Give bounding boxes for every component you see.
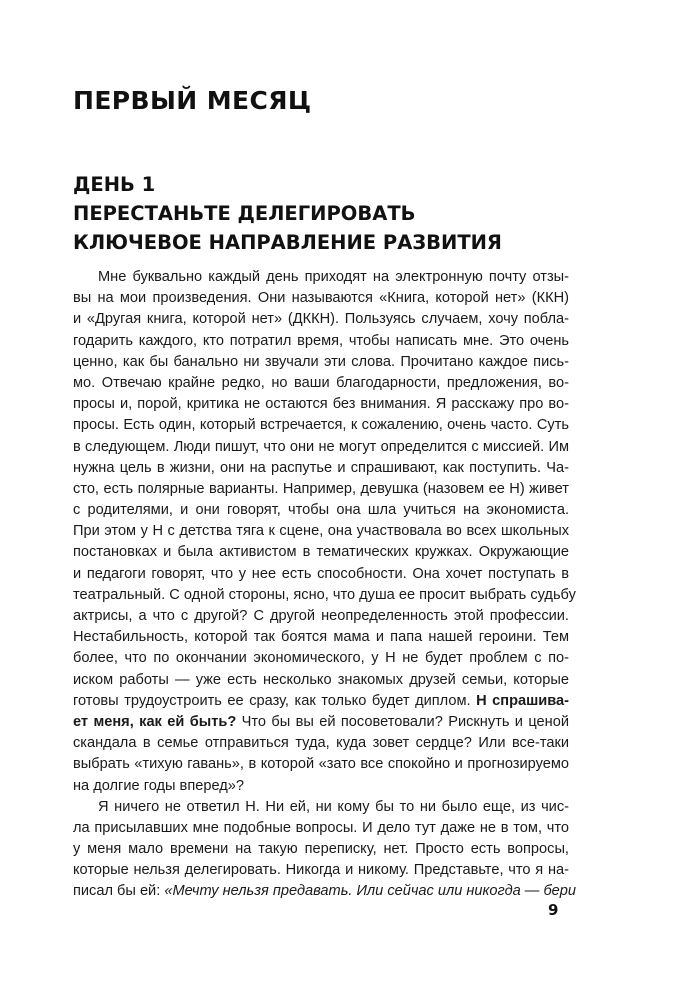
text-line: в следующем. Люди пишут, что они не могут определится с миссией. Им	[73, 438, 569, 455]
text-run: писал бы ей:	[73, 883, 165, 900]
italic-text: «Мечту нельзя предавать. Или сейчас или никогда — бери	[164, 883, 577, 900]
text-line: и «Другая книга, которой нет» (ДККН). Пользуясь случаем, хочу побла-	[73, 311, 569, 328]
text-line: скандала в семье отправиться туда, куда зовет сердце? Или все-таки	[73, 735, 569, 752]
text-line: театральный. С одной стороны, ясно, что душа ее просит выбрать судьбу	[73, 586, 576, 603]
text-run: Что бы вы ей посоветовали? Рискнуть и ценой	[236, 713, 569, 730]
text-line: у меня мало времени на такую переписку, нет. Просто есть вопросы,	[73, 841, 569, 858]
text-line: выбрать «тихую гавань», в которой «зато все спокойно и прогнозируемо	[73, 756, 569, 773]
text-line: просы и, порой, критика не остаются без внимания. Я расскажу про во-	[73, 396, 569, 413]
bold-text: ет меня, как ей быть?	[73, 713, 237, 730]
text-line: которые нельзя делегировать. Никогда и никому. Представьте, что я на-	[73, 862, 569, 879]
text-line: на долгие годы вперед»?	[73, 777, 244, 794]
day-number: ДЕНЬ 1	[73, 173, 156, 196]
page-number: 9	[548, 901, 559, 919]
text-line: годарить каждого, кто потратил время, чтобы написать мне. Это очень	[73, 332, 569, 349]
text-line	[73, 881, 577, 902]
text-line	[73, 691, 569, 712]
text-line: мо. Отвечаю крайне редко, но ваши благодарности, предложения, во-	[73, 374, 569, 391]
text-line: иском работы — уже есть несколько знакомых друзей семьи, которые	[73, 671, 569, 688]
text-line: с родителями, и они говорят, чтобы она шла учиться на экономиста.	[73, 502, 569, 519]
day-heading	[73, 170, 502, 257]
body-text	[73, 267, 577, 903]
text-line: ла присылавших мне подобные вопросы. И дело тут даже не в том, что	[73, 819, 569, 836]
text-line: сто, есть полярные варианты. Например, девушка (назовем ее Н) живет	[73, 480, 569, 497]
text-line: и педагоги говорят, что у нее есть способности. Она хочет поступать в	[73, 565, 569, 582]
text-line: Я ничего не ответил Н. Ни ей, ни кому бы то ни было еще, из чис-	[98, 798, 569, 815]
text-line: нужна цель в жизни, они на распутье и спрашивают, как поступить. Ча-	[73, 459, 569, 476]
text-line	[73, 712, 569, 733]
text-line: постановках и была активистом в тематических кружках. Окружающие	[73, 544, 569, 561]
text-line: вы на мои произведения. Они называются «Книга, которой нет» (ККН)	[73, 290, 569, 307]
text-line: Нестабильность, которой так боятся мама и папа нашей героини. Тем	[73, 629, 569, 646]
text-line: актрисы, а что с другой? С другой неопределенность этой профессии.	[73, 608, 569, 624]
text-line: ценно, как бы банально ни звучали эти слова. Прочитано каждое пись-	[73, 353, 569, 370]
text-line: просы. Есть один, который встречается, к сожалению, очень часто. Суть	[73, 417, 569, 434]
day-title-line-1: ПЕРЕСТАНЬТЕ ДЕЛЕГИРОВАТЬ	[73, 202, 416, 225]
text-line: более, что по окончании экономического, у Н не будет проблем с по-	[73, 650, 569, 667]
text-line: Мне буквально каждый день приходят на электронную почту отзы-	[98, 269, 569, 285]
bold-text: Н спрашива-	[476, 692, 569, 709]
text-run: готовы трудоустроить ее сразу, как только будет диплом.	[73, 692, 471, 709]
day-title-line-2: КЛЮЧЕВОЕ НАПРАВЛЕНИЕ РАЗВИТИЯ	[73, 231, 502, 254]
chapter-title: ПЕРВЫЙ МЕСЯЦ	[73, 86, 312, 115]
text-line: При этом у Н с детства тяга к сцене, она участвовала во всех школьных	[73, 523, 569, 540]
